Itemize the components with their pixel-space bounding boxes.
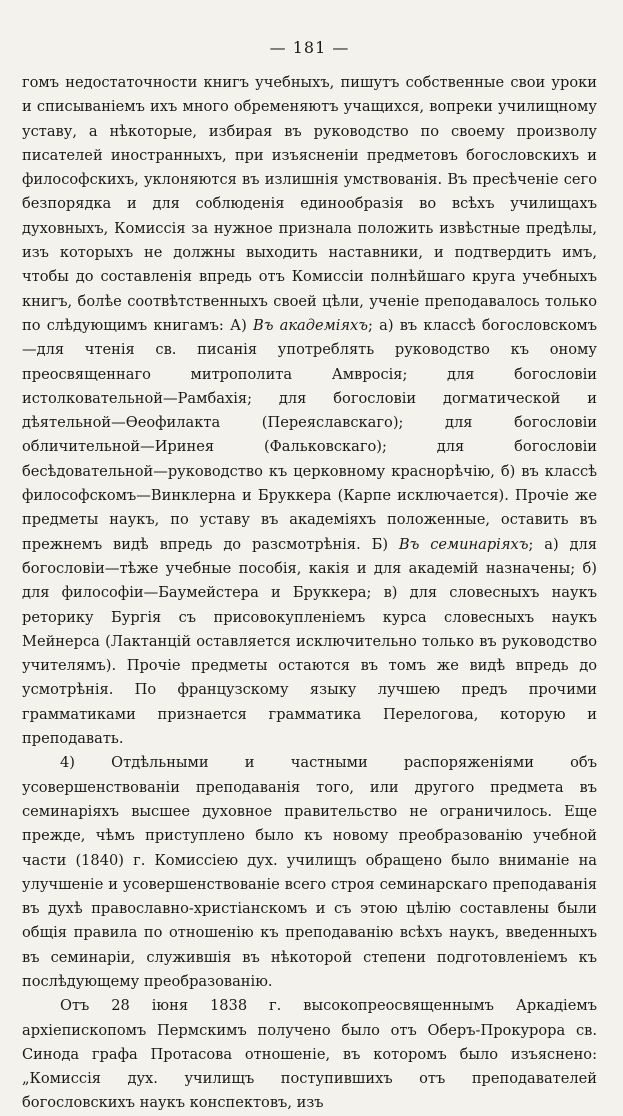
- paragraph: [22, 751, 597, 994]
- body-text: [22, 71, 597, 1116]
- paragraph: [22, 994, 597, 1115]
- text-run: ; а) для богословіи—тѣже учебные пособія, какія и для академій назначены; б) для философіи—Баумейстера и Бруккера; в) для словесныхъ наукъ реторику Бургія съ присовокупленіемъ курса словесныхъ наукъ Мейнерса (Лактанцій оставляется исключительно только въ руководство учителямъ). Прочіе предметы остаются въ томъ же видѣ впредь до усмотрѣнія. По французскому языку лучшею предъ прочими грамматиками признается грамматика Перелогова, которую и преподавать.: [22, 535, 597, 748]
- italic-heading-run: Въ академіяхъ: [252, 316, 369, 334]
- italic-heading-run: Въ семинаріяхъ: [398, 535, 529, 553]
- page-number: — 181 —: [269, 38, 350, 57]
- paragraph: [22, 71, 597, 751]
- text-run: гомъ недостаточности книгъ учебныхъ, пишутъ собственные свои уроки и списываніемъ ихъ много обременяютъ учащихся, вопреки училищному уставу, а нѣкоторые, избирая въ руководство по своему произволу писателей иностранныхъ, при изъясненіи предметовъ богословскихъ и философскихъ, уклоняются въ излишнія умствованія. Въ пресѣченіе сего безпорядка и для соблюденія единообразія во всѣхъ училищахъ духовныхъ, Комиссія за нужное признала положить извѣстные предѣлы, изъ которыхъ не должны выходить наставники, и подтвердить имъ, чтобы до составленія впредь отъ Комиссіи полнѣйшаго круга учебныхъ книгъ, болѣе соотвѣтственныхъ своей цѣли, ученіе преподавалось только по слѣдующимъ книгамъ: А): [22, 74, 597, 334]
- text-run: ; а) въ классѣ богословскомъ—для чтенія св. писанія употреблять руководство къ оному преосвященнаго митрополита Амвросія; для богословіи истолковательной—Рамбахія; для богословіи догматической и дѣятельной—Ѳеофилакта (Переяславскаго); для богословіи обличительной—Иринея (Фальковскаго); для богословіи бесѣдовательной—руководство къ церковному краснорѣчію, б) въ классѣ философскомъ—Винклерна и Бруккера (Карпе исключается). Прочіе же предметы наукъ, по уставу въ академіяхъ положенные, оставить въ прежнемъ видѣ впредь до разсмотрѣнія. Б): [22, 316, 598, 553]
- text-run: Отъ 28 іюня 1838 г. высокопреосвященнымъ Аркадіемъ архіепископомъ Пермскимъ получено было отъ Оберъ-Прокурора св. Синода графа Протасова отношеніе, въ которомъ было изъяснено: „Комиссія дух. училищъ поступившихъ отъ преподавателей богословскихъ наукъ конспектовъ, изъ: [22, 997, 597, 1112]
- text-run: 4) Отдѣльными и частными распоряженіями объ усовершенствованіи преподаванія того, или другого предмета въ семинаріяхъ высшее духовное правительство не ограничилось. Еще прежде, чѣмъ приступлено было къ новому преобразованію учебной части (1840) г. Комиссіею дух. училищъ обращено было вниманіе на улучшеніе и усовершенствованіе всего строя семинарскаго преподаванія въ духѣ православно-христіанскомъ и съ этою цѣлію составлены были общія правила по отношенію къ преподаванію всѣхъ наукъ, введенныхъ въ семинаріи, служившія въ нѣкоторой степени подготовленіемъ къ послѣдующему преобразованію.: [22, 754, 597, 990]
